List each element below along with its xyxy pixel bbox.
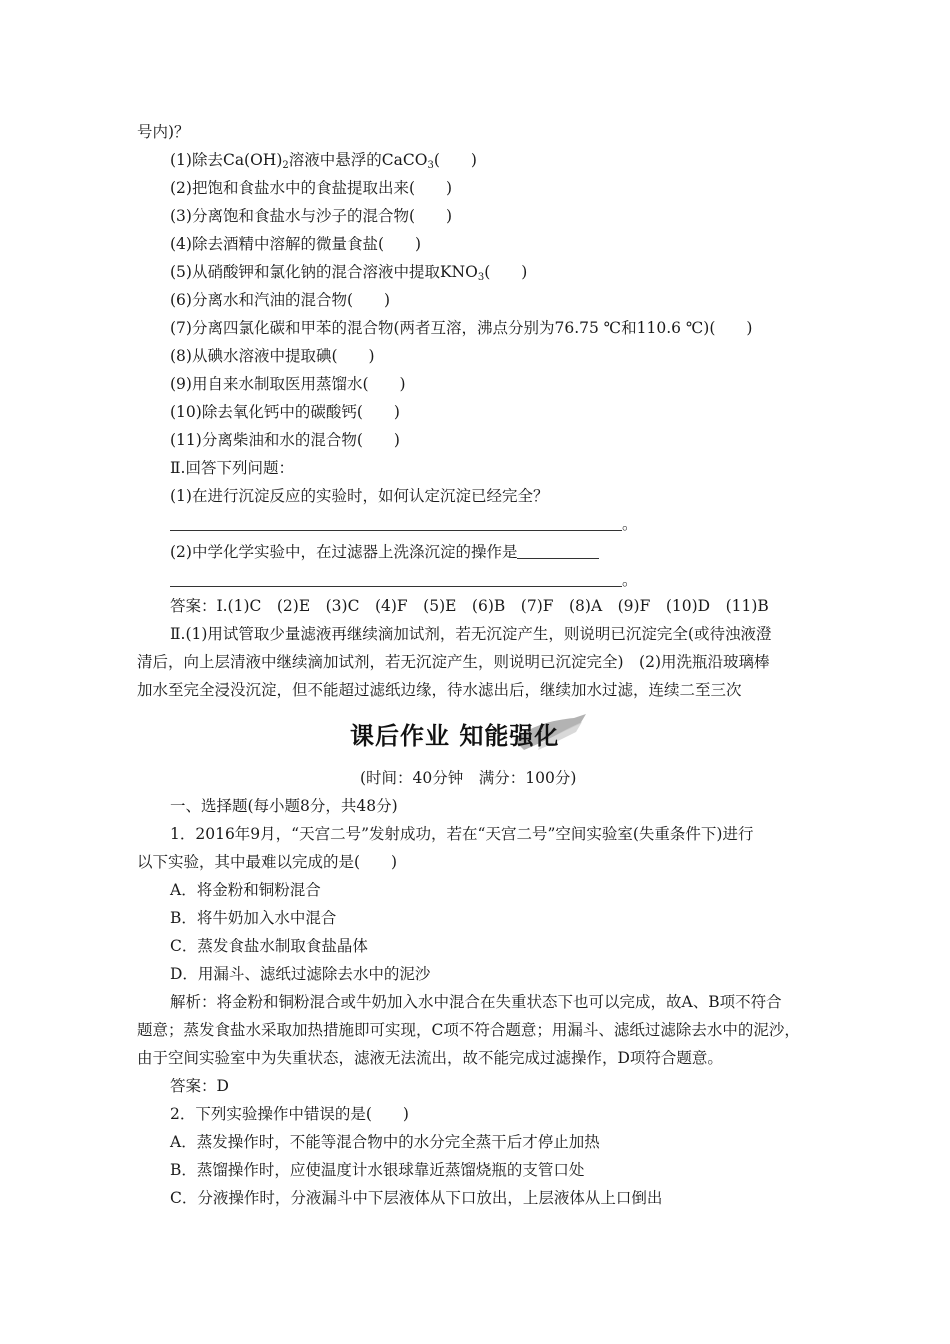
option-b: B．将牛奶加入水中混合	[170, 909, 337, 927]
answer-blank: ( )	[484, 263, 528, 281]
question-2: (2)把饱和食盐水中的食盐提取出来( )	[170, 179, 453, 197]
answer-line: 答案：Ⅰ.(1)C (2)E (3)C (4)F (5)E (6)B (7)F (8)A (9)F (10)D (11)B	[170, 597, 769, 615]
subscript: 3	[477, 272, 485, 283]
option-d: D．用漏斗、滤纸过滤除去水中的泥沙	[170, 965, 431, 983]
period: 。	[622, 571, 638, 589]
question-11: (11)分离柴油和水的混合物( )	[170, 431, 400, 449]
fill-blank	[170, 516, 622, 531]
part-2-question-2	[170, 542, 599, 562]
fill-line-2	[170, 570, 638, 590]
part-2-question-1: (1)在进行沉淀反应的实验时，如何认定沉淀已经完全？	[170, 487, 549, 505]
analysis-text: 题意；蒸发食盐水采取加热措施即可实现，C项不符合题意；用漏斗、滤纸过滤除去水中的泥沙，	[137, 1021, 800, 1039]
option-a: A．蒸发操作时，不能等混合物中的水分完全蒸干后才停止加热	[170, 1133, 600, 1151]
time-info: (时间：40分钟 满分：100分)	[360, 769, 577, 787]
question-7: (7)分离四氯化碳和甲苯的混合物(两者互溶，沸点分别为76.75 ℃和110.6 ℃)( )	[170, 319, 753, 337]
fill-blank	[170, 572, 622, 587]
option-a: A．将金粉和铜粉混合	[170, 881, 321, 899]
answer-blank: ( )	[433, 151, 477, 169]
text-span: (1)除去Ca(OH)	[170, 151, 283, 169]
question-8: (8)从碘水溶液中提取碘( )	[170, 347, 375, 365]
analysis-text: 解析：将金粉和铜粉混合或牛奶加入水中混合在失重状态下也可以完成，故A、B项不符合	[170, 993, 782, 1011]
analysis-text: 由于空间实验室中为失重状态，滤液无法流出，故不能完成过滤操作，D项符合题意。	[137, 1049, 723, 1067]
question-3: (3)分离饱和食盐水与沙子的混合物( )	[170, 207, 453, 225]
fill-line-1	[170, 514, 638, 534]
part-2-heading: Ⅱ.回答下列问题：	[170, 459, 294, 477]
text-span: 溶液中悬浮的CaCO	[288, 151, 428, 169]
section-heading: 一、选择题(每小题8分，共48分)	[170, 797, 398, 815]
question-6: (6)分离水和汽油的混合物( )	[170, 291, 391, 309]
option-c: C．蒸发食盐水制取食盐晶体	[170, 937, 368, 955]
subscript: 3	[427, 160, 434, 171]
text-line: 号内)？	[137, 123, 190, 141]
question-text: 1．2016年9月，“天宫二号”发射成功，若在“天宫二号”空间实验室(失重条件下)进行	[170, 825, 754, 843]
question-text: 2．下列实验操作中错误的是( )	[170, 1105, 409, 1123]
text-span: (5)从硝酸钾和氯化钠的混合溶液中提取KNO	[170, 263, 478, 281]
answer-text: 清后，向上层清液中继续滴加试剂，若无沉淀产生，则说明已沉淀完全) (2)用洗瓶沿玻璃棒	[137, 653, 770, 671]
question-text: 以下实验，其中最难以完成的是( )	[137, 853, 398, 871]
answer-text: 加水至完全浸没沉淀，但不能超过滤纸边缘，待水滤出后，继续加水过滤，连续二至三次	[137, 681, 742, 699]
question-1	[170, 150, 477, 176]
question-10: (10)除去氧化钙中的碳酸钙( )	[170, 403, 400, 421]
answer-text: Ⅱ.(1)用试管取少量滤液再继续滴加试剂，若无沉淀产生，则说明已沉淀完全(或待浊液澄	[170, 625, 772, 643]
question-5	[170, 262, 527, 288]
question-4: (4)除去酒精中溶解的微量食盐( )	[170, 235, 422, 253]
period: 。	[622, 515, 638, 533]
fill-blank	[517, 544, 599, 559]
subscript: 2	[282, 160, 289, 171]
question-9: (9)用自来水制取医用蒸馏水( )	[170, 375, 406, 393]
text-span: (2)中学化学实验中，在过滤器上洗涤沉淀的操作是	[170, 543, 518, 561]
section-title: 课后作业 知能强化	[350, 722, 560, 750]
answer-line: 答案：D	[170, 1077, 229, 1095]
section-banner	[350, 708, 590, 754]
option-c: C．分液操作时，分液漏斗中下层液体从下口放出，上层液体从上口倒出	[170, 1189, 663, 1207]
option-b: B．蒸馏操作时，应使温度计水银球靠近蒸馏烧瓶的支管口处	[170, 1161, 585, 1179]
